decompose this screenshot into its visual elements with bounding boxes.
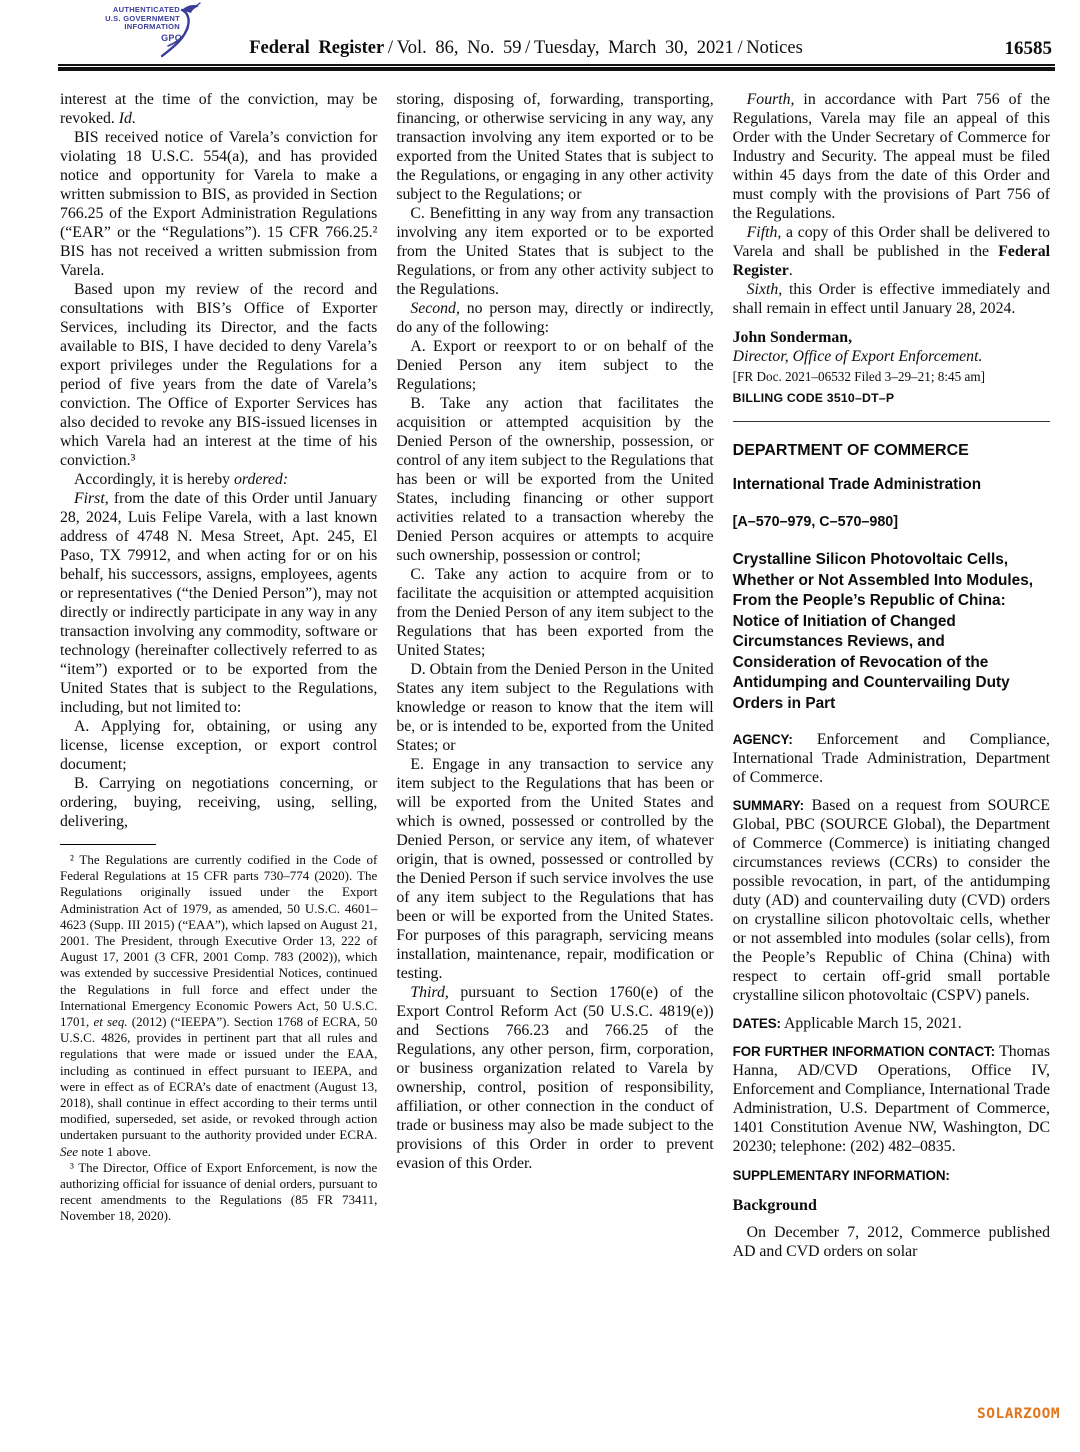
gpo-logo-line3: INFORMATION [124, 22, 180, 31]
gpo-logo-line1: AUTHENTICATED [112, 5, 180, 14]
paragraph: A. Applying for, obtaining, or using any license, license exception, or export control document; [60, 718, 378, 773]
paragraph: Fifth, a copy of this Order shall be delivered to Varela and shall be published in the Federal Register. [732, 224, 1050, 279]
paragraph: interest at the time of the conviction, may be revoked. Id. [60, 91, 378, 127]
paragraph: Third, pursuant to Section 1760(e) of the Export Control Reform Act (50 U.S.C. 4819(e)) and Sections 766.23 and 766.25 of the Regulations, any other person, firm, corporation, or business organization related to Varela by ownership, control, position of responsibility, affiliation, or other connection in the conduct of trade or business may also be made subject to the provisions of this Order in order to prevent evasion of this Order. [396, 984, 714, 1172]
footnote-2: ² The Regulations are currently codified in the Code of Federal Regulations at 15 CFR parts 730–774 (2020). The Regulations originally issued under the Export Administration Act of 1979, as amended, 50 U.S.C. 4601–4623 (Supp. III 2015) (“EAA”), which lapsed on August 21, 2001. The President, through Executive Order 13, 222 of August 17, 2001 (3 CFR, 2001 Comp. 783 (2002)), which was extended by successive Presidential Notices, continued the Regulations in full force and effect under the International Emergency Economic Powers Act, 50 U.S.C. 1701, et seq. (2012) (“IEEPA”). Section 1768 of ECRA, 50 U.S.C. 4826, provides in pertinent part that all rules and regulations that were made or issued under the EAA, including as continued in effect pursuant to IEEPA, and were in effect as of ECRA’s date of enactment (August 13, 2018), shall continue in effect according to their terms until modified, superseded, set aside, or revoked through action undertaken pursuant to the authority provided under ECRA. See note 1 above. [60, 852, 378, 1159]
contact-paragraph [733, 1042, 1050, 1156]
paragraph: Accordingly, it is hereby ordered: [74, 471, 289, 488]
gpo-logo-line2: U.S. GOVERNMENT [105, 13, 180, 23]
agency-paragraph [733, 730, 1050, 787]
page-header [60, 38, 1052, 62]
column-3 [733, 90, 1050, 1448]
agency-text: Enforcement and Compliance, International Trade Administration, Department of Commerce. [732, 731, 1050, 786]
header-title [60, 38, 992, 59]
fr-doc-line: [FR Doc. 2021–06532 Filed 3–29–21; 8:45 am] [732, 369, 986, 384]
contact-text: Thomas Hanna, AD/CVD Operations, Office IV, Enforcement and Compliance, International Trade Administration, U.S. Department of Commerce, 1401 Constitution Avenue NW, Washington, DC 20230; telephone: (202) 482–0835. [732, 1043, 1050, 1155]
supplementary-label: SUPPLEMENTARY INFORMATION: [732, 1168, 950, 1183]
billing-code: BILLING CODE 3510–DT–P [732, 391, 895, 405]
column-1 [60, 90, 377, 1448]
paragraph: C. Benefitting in any way from any transaction involving any item exported or to be exported from the United States that is subject to the Regulations, or from any other activity subject to the Regulations. [396, 205, 714, 298]
summary-paragraph [733, 796, 1050, 1005]
paragraph: Second, no person may, directly or indirectly, do any of the following: [396, 300, 714, 336]
dates-text: Applicable March 15, 2021. [780, 1015, 962, 1032]
background-paragraph: On December 7, 2012, Commerce published AD and CVD orders on solar [732, 1224, 1050, 1260]
background-heading: Background [732, 1197, 817, 1214]
supplementary-paragraph [733, 1166, 1050, 1185]
issue-info: / Vol. 86, No. 59 / Tuesday, March 30, 2021 / Notices [384, 38, 803, 58]
paragraph: Fourth, in accordance with Part 756 of the Regulations, Varela may file an appeal of this Order with the Under Secretary of Commerce for Industry and Security. The appeal must be filed within 45 days from the date of this Order and must comply with the provisions of Part 756 of the Regulations. [732, 91, 1050, 222]
contact-label: FOR FURTHER INFORMATION CONTACT: [732, 1044, 996, 1059]
paragraph: First, from the date of this Order until January 28, 2024, Luis Felipe Varela, with a last known address of 4748 N. Mesa Street, Apt. 245, El Paso, TX 79912, and when acting for or on his behalf, his successors, assigns, employees, agents or representatives (“the Denied Person”), may not directly or indirectly participate in any way in any transaction involving any commodity, software or technology (hereinafter collectively referred to as “item”) exported or to be exported from the United States that is subject to the Regulations, including, but not limited to: [60, 490, 378, 716]
dates-label: DATES: [732, 1016, 781, 1031]
text-columns [60, 90, 1050, 1448]
paragraph: C. Take any action to acquire from or to facilitate the acquisition or attempted acquisition from the Denied Person of any item subject to the Regulations that has been exported from the United States; [396, 566, 714, 659]
paragraph: E. Engage in any transaction to service any item subject to the Regulations that has been or will be exported from the United States and which is owned, possessed or controlled by the Denied Person, or service any item, of whatever origin, that is owned, possessed or controlled by the Denied Person if such service involves the use of any item subject to the Regulations that has been or will be exported from the United States. For purposes of this paragraph, servicing means installation, maintenance, repair, modification or testing. [396, 756, 714, 982]
dates-paragraph [733, 1014, 1050, 1033]
paragraph: Sixth, this Order is effective immediately and shall remain in effect until January 28, 2024. [732, 281, 1050, 317]
page-number: 16585 [1004, 38, 1052, 59]
section-divider [733, 421, 1050, 422]
paragraph: BIS received notice of Varela’s conviction for violating 18 U.S.C. 554(a), and has provided notice and opportunity for Varela to make a written submission to BIS, as provided in Section 766.25 of the Export Administration Regulations (“EAR” or the “Regulations”). 15 CFR 766.25.² BIS has not received a written submission from Varela. [60, 129, 378, 279]
notice-title: Crystalline Silicon Photovoltaic Cells, Whether or Not Assembled Into Modules, From the People’s Republic of China: Notice of Initiation of Changed Circumstances Reviews, and Consideration of Revocation of the Antidumping and Countervailing Duty Orders in Part [732, 551, 1034, 712]
header-rule [58, 64, 1055, 73]
paragraph: Based upon my review of the record and consultations with BIS’s Office of Exporter Services, including its Director, and the facts available to BIS, I have decided to deny Varela’s export privileges under the Regulations for a period of five years from the date of Varela’s conviction. The Office of Exporter Services has also decided to revoke any BIS-issued licenses in which Varela had an interest at the time of his conviction.³ [60, 281, 378, 469]
paragraph: B. Carrying on negotiations concerning, or ordering, buying, receiving, using, selling, delivering, [60, 775, 378, 830]
agency-heading: International Trade Administration [732, 476, 982, 493]
paragraph: B. Take any action that facilitates the acquisition or attempted acquisition by the Denied Person of the ownership, possession, or control of any item subject to the Regulations that has been or will be exported from the United States, including financing or other support activities related to a transaction whereby the Denied Person acquires or attempts to acquire such ownership, possession or control; [396, 395, 714, 564]
summary-label: SUMMARY: [732, 798, 805, 813]
department-heading: DEPARTMENT OF COMMERCE [732, 442, 969, 459]
signature-title: Director, Office of Export Enforcement. [732, 348, 983, 365]
gpo-logo-word: GPO [161, 32, 182, 43]
docket-number: [A–570–979, C–570–980] [732, 514, 898, 530]
summary-text: Based on a request from SOURCE Global, PBC (SOURCE Global), the Department of Commerce (Commerce) is initiating changed circumstances reviews (CCRs) to consider the possible revocation, in part, of the antidumping duty (AD) and countervailing duty (CVD) orders on crystalline silicon photovoltaic cells, whether or not assembled into modules (solar cells), from the People’s Republic of China (China) with respect to certain off-grid small portable crystalline silicon photovoltaic (CSPV) panels. [732, 797, 1050, 1004]
signature-name: John Sonderman, [732, 329, 853, 346]
paragraph: D. Obtain from the Denied Person in the United States any item subject to the Regulations with knowledge or reason to know that the item will be, or is intended to be, exported from the United States; or [396, 661, 714, 754]
journal-name: Federal Register [249, 38, 385, 58]
solarzoom-watermark: SOLARZOOM [977, 1406, 1061, 1422]
paragraph: A. Export or reexport to or on behalf of the Denied Person any item subject to the Regulations; [396, 338, 714, 393]
footnote-separator [60, 844, 156, 845]
paragraph: storing, disposing of, forwarding, transporting, financing, or otherwise servicing in any way, any transaction involving any item exported or to be exported from the United States that is subject to the Regulations, or engaging in any other activity subject to the Regulations; or [396, 91, 714, 203]
agency-label: AGENCY: [732, 732, 793, 747]
column-2 [396, 90, 713, 1448]
footnote-3: ³ The Director, Office of Export Enforcement, is now the authorizing official for issuance of denial orders, pursuant to recent amendments to the Regulations (85 FR 73411, November 18, 2020). [60, 1159, 378, 1224]
